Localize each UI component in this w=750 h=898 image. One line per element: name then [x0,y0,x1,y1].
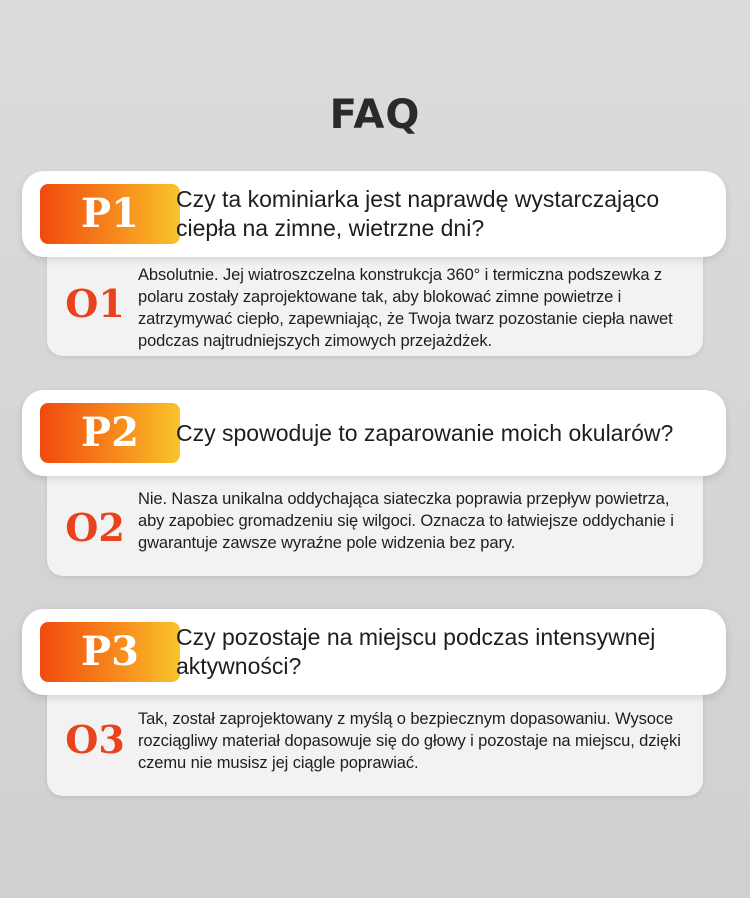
page-title: FAQ [329,92,421,138]
answer-badge-1: O1 [65,281,125,326]
question-badge-2: P2 [40,403,180,463]
answer-badge-3: O3 [65,717,125,762]
question-badge-1: P1 [40,184,180,244]
answer-card-3 [47,686,703,796]
answer-card-1 [47,248,703,356]
question-card-2[interactable] [22,390,726,476]
answer-card-2 [47,466,703,576]
answer-badge-2: O2 [65,505,125,550]
question-badge-3: P3 [40,622,180,682]
question-card-1[interactable] [22,171,726,257]
answer-text-1: Absolutnie. Jej wiatroszczelna konstrukcja 360° i termiczna podszewka z polaru zostały zaprojektowane tak, aby blokować zimne powietrze i zatrzymywać ciepło, zapewniając, że Twoja twarz pozostanie ciepła nawet podczas najtrudniejszych zimowych przejażdżek. [138,266,673,350]
question-text-3: Czy pozostaje na miejscu podczas intensywnej aktywności? [176,624,656,679]
question-card-3[interactable] [22,609,726,695]
answer-text-2: Nie. Nasza unikalna oddychająca siateczka poprawia przepływ powietrza, aby zapobiec gromadzeniu się wilgoci. Oznacza to łatwiejsze oddychanie i gwarantuje zawsze wyraźne pole widzenia bez pary. [138,490,674,552]
question-text-1: Czy ta kominiarka jest naprawdę wystarczająco ciepła na zimne, wietrzne dni? [176,186,660,241]
answer-text-3: Tak, został zaprojektowany z myślą o bezpiecznym dopasowaniu. Wysoce rozciągliwy materiał dopasowuje się do głowy i pozostaje na miejscu, dzięki czemu nie musisz jej ciągle poprawiać. [138,710,681,772]
question-text-2: Czy spowoduje to zaparowanie moich okularów? [176,419,674,446]
